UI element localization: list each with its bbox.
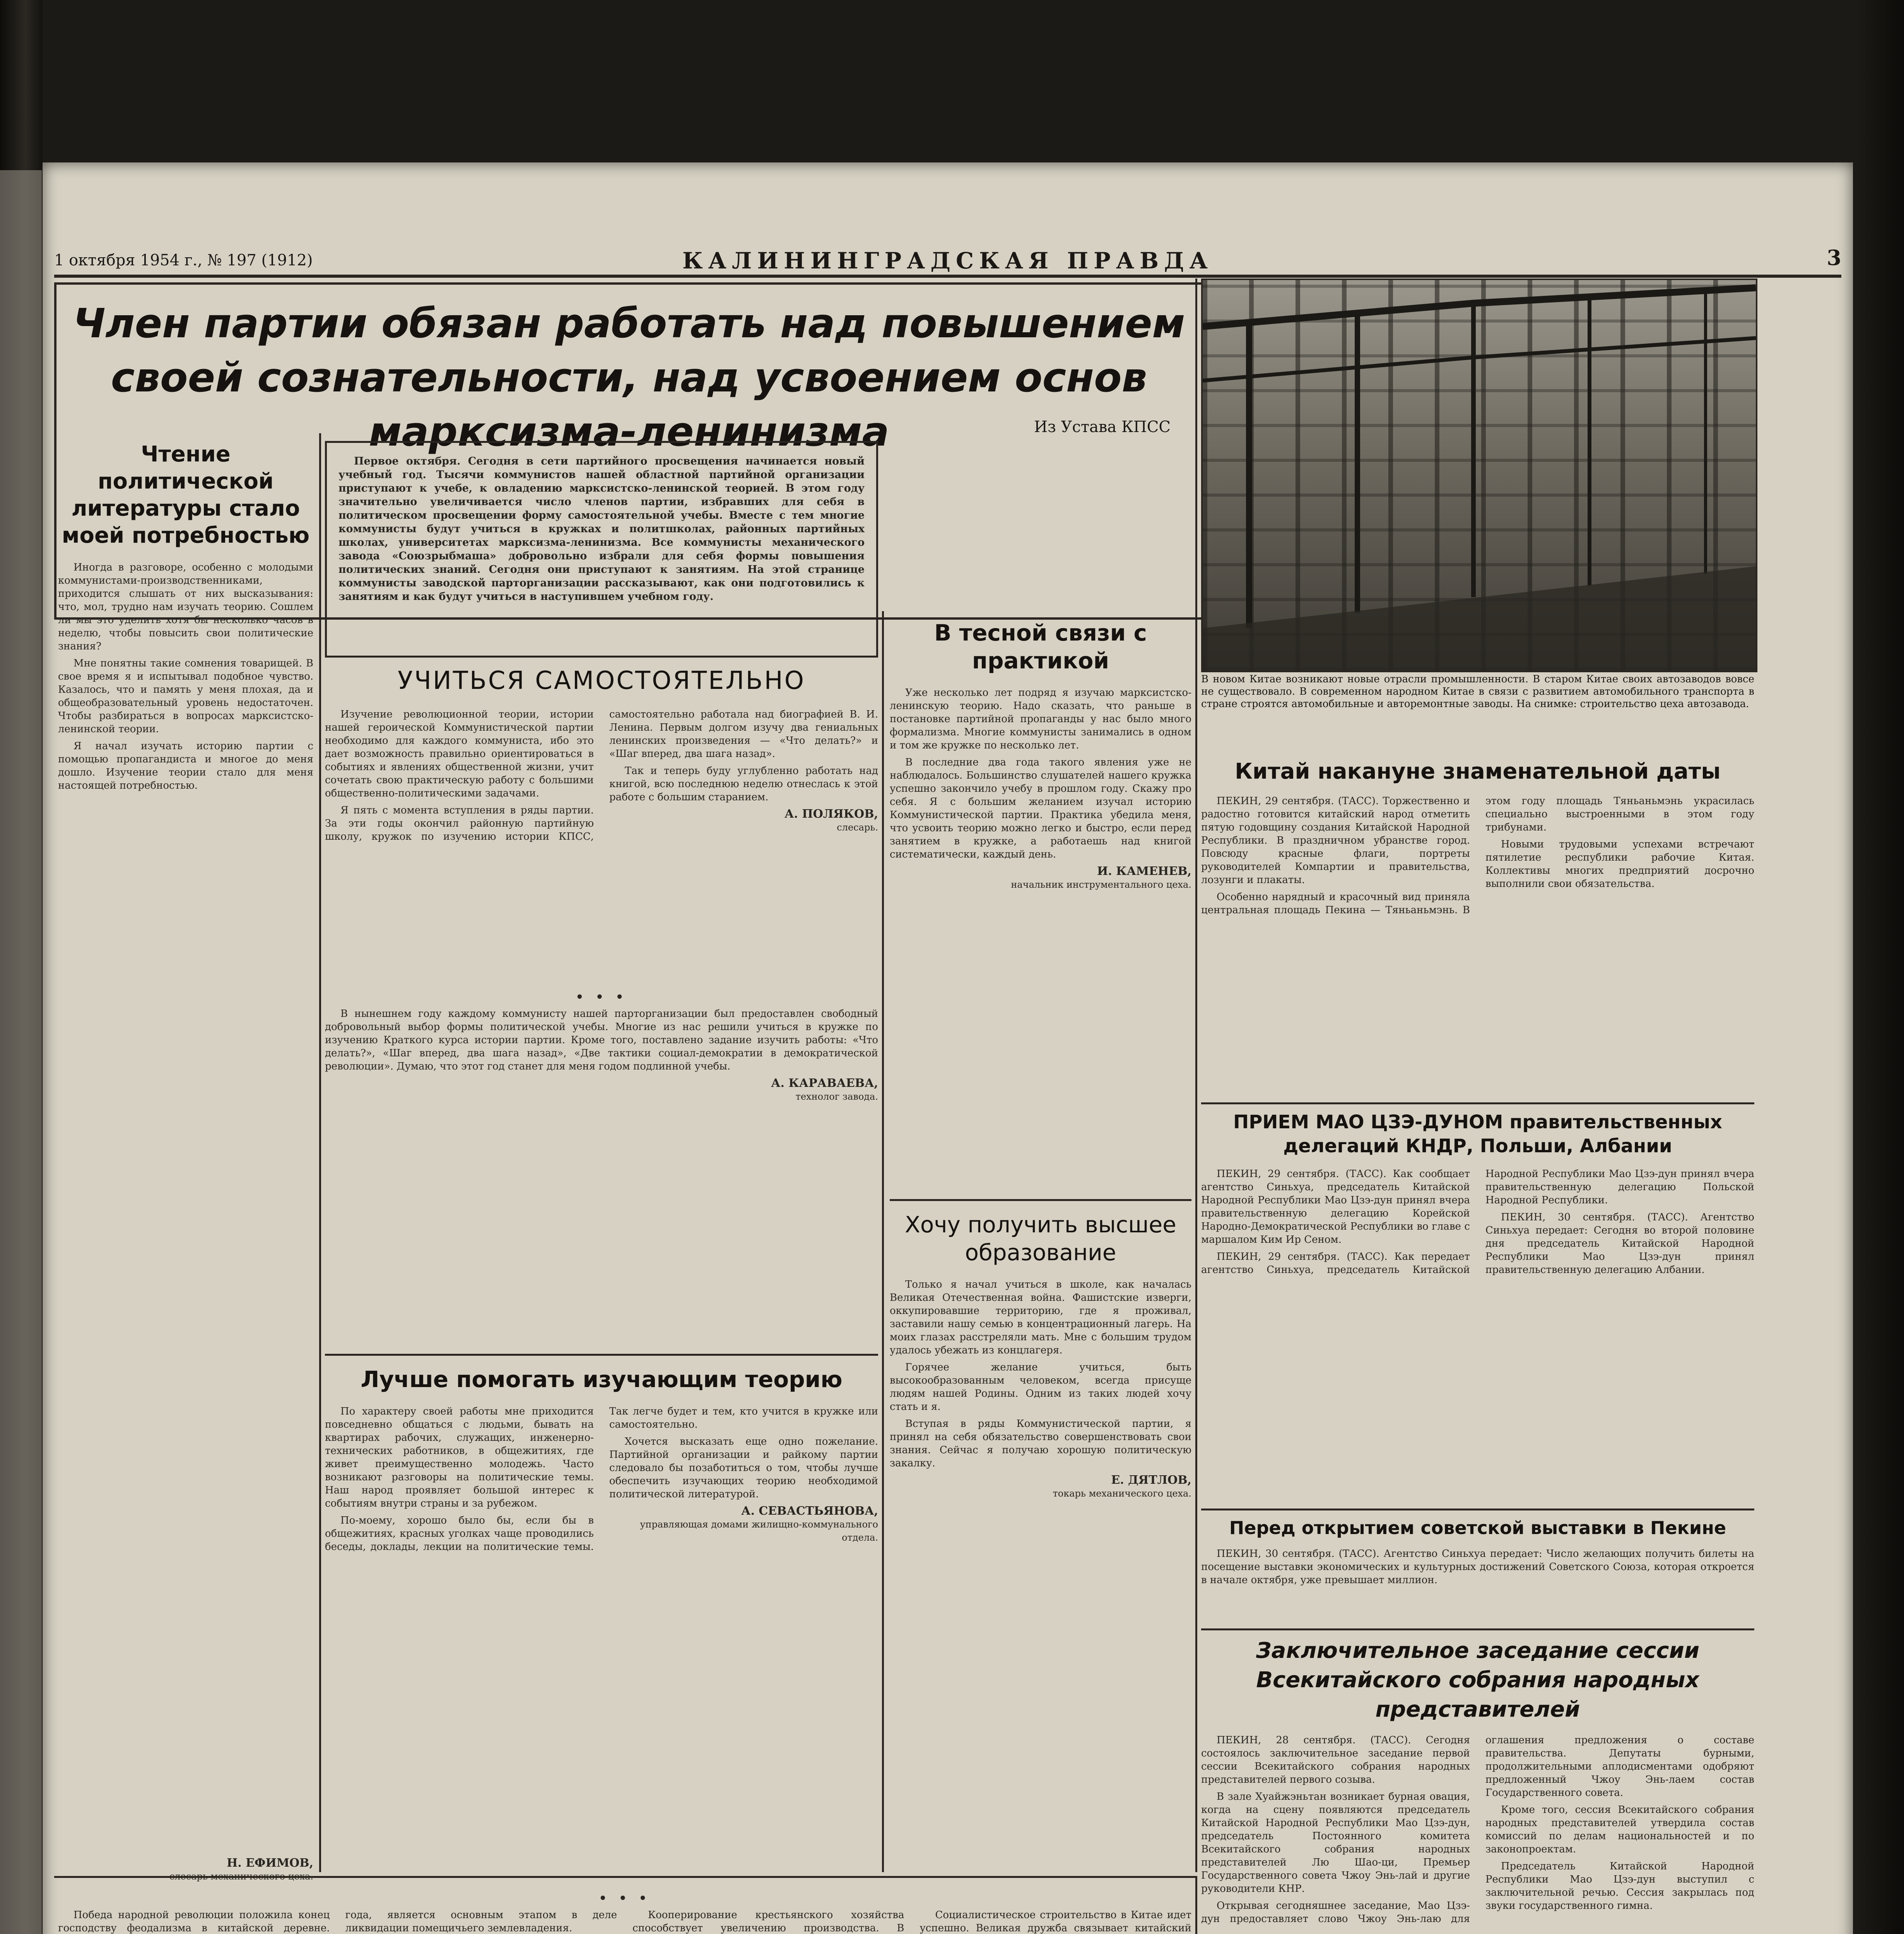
article-reading: [58, 441, 313, 796]
separator-stars: • • •: [576, 989, 627, 1004]
article-mao-reception: [1201, 1110, 1754, 1488]
slogan-source: Из Устава КПСС: [1034, 418, 1171, 436]
column-rule: [882, 611, 884, 1872]
article-reading-signature: Н. ЕФИМОВ,: [226, 1856, 313, 1870]
article-practice-role: начальник инструментального цеха.: [1011, 879, 1191, 890]
article-practice-para: Уже несколько лет подряд я изучаю марксистско-ленинскую теорию. Надо сказать, что раньше в постановке партийной пропаганды у нас было много формализма. Многие коммунисты занимались в одном и том же кружке по несколько лет.: [890, 687, 1191, 751]
article-education-role: токарь механического цеха.: [1053, 1488, 1191, 1499]
section-rule: [1201, 1509, 1754, 1510]
newspaper-page: [43, 162, 1853, 1934]
article-reading-para: Мне понятны такие сомнения товарищей. В свое время я и испытывал подобное чувство. Казалось, что и память у меня плохая, да и общеобразовательный уровень недостаточен. Чтобы разбираться в вопросах марксистско-ленинской теории.: [58, 658, 313, 735]
article-self-para: Так и теперь буду углубленно работать над книгой, всю последнюю неделю отнеслась к этой работе с большим старанием.: [609, 765, 878, 803]
page-number: 3: [1827, 245, 1841, 270]
article-self-para: Я пять с момента вступления в ряды партии. За эти годы окончил районную партийную школу, кружок по изучению истории КПСС, самостоятельно работала над биографией В. И. Ленина. Первым долгом изучу два гениальных ленинских произведения — «Что делать?» и «Шаг вперед, два шага назад».: [325, 709, 878, 842]
article-exhibition-headline: Перед открытием советской выставки в Пекине: [1229, 1517, 1726, 1538]
article-self-role: слесарь.: [837, 822, 878, 833]
article-mao-para: ПЕКИН, 30 сентября. (ТАСС). Агентство Синьхуа передает: Сегодня во второй половине дня председатель Китайской Народной Республики Мао Цзэ-дун принял правительственную делегацию Албании.: [1485, 1211, 1754, 1276]
article-mao-headline: ПРИЕМ МАО ЦЗЭ-ДУНОМ правительственных делегаций КНДР, Польши, Албании: [1233, 1111, 1722, 1157]
article-self-role-2: технолог завода.: [795, 1091, 878, 1102]
section-rule: [54, 1876, 1195, 1878]
column-rule: [1195, 1876, 1197, 1934]
article-education-signature: Е. ДЯТЛОВ,: [1111, 1473, 1191, 1487]
steel-frame-graphic: [1203, 280, 1756, 671]
section-rule: [1201, 1102, 1754, 1104]
article-help-para: Хочется высказать еще одно пожелание. Партийной организации и райкому партии следовало бы позаботиться о том, чтобы лучше обеспечить изучающих теорию необходимой политической литературой.: [609, 1436, 878, 1500]
article-education-para: Горячее желание учиться, быть высокообразованным человеком, всегда присуще людям нашей Родины. Одним из таких людей хочу стать и я.: [890, 1362, 1191, 1413]
article-reading-para: Иногда в разговоре, особенно с молодыми коммунистами-производственниками, приходится слышать от них высказывания: что, мол, трудно нам изучать теорию. Сошлем ли мы это уделить хотя бы несколько часов в неделю, чтобы повысить свои политические знания?: [58, 562, 313, 652]
article-education: [890, 1211, 1191, 1500]
article-self-headline: УЧИТЬСЯ САМОСТОЯТЕЛЬНО: [398, 666, 805, 695]
article-session-para: В зале Хуайжэньтан возникает бурная овация, когда на сцену появляются председатель Китайской Народной Республики Мао Цзэ-дун, председатель Постоянного комитета Всекитайского собрания народных представителей Лю Шао-ци, Премьер Государственного совета Чжоу Энь-лай и другие руководители КНР.: [1201, 1791, 1470, 1895]
previous-page-edge: [0, 170, 42, 1934]
article-mao-para: ПЕКИН, 29 сентября. (ТАСС). Как передает агентство Синьхуа, председатель Китайской Народной Республики Мао Цзэ-дун принял вчера правительственную делегацию Польской Народной Республики.: [1201, 1168, 1754, 1276]
editorial-box: [325, 441, 878, 658]
article-china-eve: [1201, 758, 1754, 1096]
section-rule: [890, 1199, 1191, 1201]
newspaper-title: КАЛИНИНГРАДСКАЯ ПРАВДА: [682, 248, 1213, 274]
article-self-para: Изучение революционной теории, истории нашей героической Коммунистической партии необходимо для каждого коммуниста, ибо это дает возможность правильно ориентироваться в событиях и явлениях общественной жизни, учит сочетать свою практическую работу с большими общественно-политическими задачами.: [325, 709, 594, 799]
article-practice: [890, 619, 1191, 891]
article-education-para: Только я начал учиться в школе, как началась Великая Отечественная война. Фашистские изверги, оккупировавшие территорию, где я проживал, заставили нашу семью в концентрационный лагерь. На моих глазах расстреляли мать. Мне с большим трудом удалось убежать из концлагеря.: [890, 1279, 1191, 1356]
article-bottom-para: Социалистическое строительство в Китае идет успешно. Великая дружба связывает китайский: [920, 1909, 1191, 1934]
article-china-eve-headline: Китай накануне знаменательной даты: [1235, 759, 1721, 784]
photo-caption: В новом Китае возникают новые отрасли промышленности. В старом Китае своих автозаводов вовсе не существовало. В современном народном Китае в связи с развитием автомобильного транспорта в стране строятся автомобильные и авторемонтные заводы. На снимке: строительство цеха автозавода.: [1201, 673, 1754, 710]
section-rule: [1201, 1628, 1754, 1630]
article-session-para: Председатель Китайской Народной Республики Мао Цзэ-дун выступил с заключительной речью. Сессия закрылась под звуки государственного гимна.: [1485, 1861, 1754, 1912]
article-practice-signature: И. КАМЕНЕВ,: [1097, 864, 1191, 878]
article-china-eve-para: Новыми трудовыми успехами встречают пятилетие республики рабочие Китая. Коллективы многих предприятий досрочно выполнили свои обязательства.: [1485, 839, 1754, 890]
masthead: [54, 240, 1841, 278]
article-mao-para: ПЕКИН, 29 сентября. (ТАСС). Как сообщает агентство Синьхуа, председатель Китайской Народной Республики Мао Цзэ-дун принял вчера правительственную делегацию Корейской Народно-Демократической Республики во главе с маршалом Ким Ир Сеном.: [1201, 1168, 1470, 1245]
article-exhibition: [1201, 1516, 1754, 1591]
article-self-signature-2: А. КАРАВАЕВА,: [771, 1076, 878, 1090]
article-help-headline: Лучше помогать изучающим теорию: [361, 1366, 843, 1392]
book-binding-right: [1853, 0, 1904, 1934]
slogan-text: Член партии обязан работать над повышением своей сознательности, над усвоением основ марксизма-ленинизма: [73, 300, 1185, 455]
article-session: [1201, 1636, 1754, 1934]
article-china-eve-para: ПЕКИН, 29 сентября. (ТАСС). Торжественно и радостно готовится китайский народ отметить пятую годовщину создания Китайской Народной Республики. В праздничном убранстве город. Повсюду красные флаги, портреты руководителей Компартии и правительства, лозунги и плакаты.: [1201, 795, 1470, 886]
article-education-headline: Хочу получить высшее образование: [905, 1211, 1176, 1266]
article-exhibition-text: ПЕКИН, 30 сентября. (ТАСС). Агентство Синьхуа передает: Число желающих получить билеты на посещение выставки экономических и культурных достижений Советского Союза, которая откроется в начале октября, уже превышает миллион.: [1201, 1548, 1754, 1586]
article-reading-headline: Чтение политической литературы стало моей потребностью: [62, 442, 310, 548]
separator-stars: • • •: [599, 1891, 651, 1905]
issue-date: 1 октября 1954 г., № 197 (1912): [54, 251, 313, 269]
article-self-signature: А. ПОЛЯКОВ,: [785, 807, 878, 821]
article-session-para: Кроме того, сессия Всекитайского собрания народных представителей утвердила состав комиссий по делам национальностей и по законопроектам.: [1485, 1804, 1754, 1855]
factory-construction-photo: [1201, 278, 1757, 672]
article-reading-signature-block: [58, 1853, 313, 1883]
column-rule: [319, 433, 321, 1872]
editorial-text: Первое октября. Сегодня в сети партийного просвещения начинается новый учебный год. Тысячи коммунистов нашей областной партийной организации приступают к учебе, к овладению марксистско-ленинской теорией. В этом году значительно увеличивается число членов партии, избравших для себя в политическом просвещении форму самостоятельной учебы. Вместе с тем многие коммунисты будут учиться в кружках и политшколах, районных партийных школах, университетах марксизма-ленинизма. Все коммунисты механического завода «Союзрыбмаша» добровольно избрали для себя формы повышения политических знаний. Сегодня они приступают к занятиям. На этой странице коммунисты заводской парторганизации рассказывают, как они подготовились к занятиям и как будут учиться в наступившем учебном году.: [338, 455, 865, 603]
article-session-headline: Заключительное заседание сессии Всекитайского собрания народных представителей: [1256, 1638, 1700, 1722]
article-self-para-2: В нынешнем году каждому коммунисту нашей парторганизации был предоставлен свободный добровольный выбор формы политической учебы. Многие из нас решили учиться в кружке по изучению Краткого курса истории партии. Кроме того, поставлено задание изучить работы: «Что делать?», «Шаг вперед, два шага назад», «Две тактики социал-демократии в демократической революции». Думаю, что этот год станет для меня годом подлинной учебы.: [325, 1008, 878, 1072]
article-help-para: По характеру своей работы мне приходится повседневно общаться с людьми, бывать на квартирах рабочих, служащих, инженерно-технических работников, в общежитиях, где живет преимущественно молодежь. Часто возникают разговоры на политические темы. Наш народ проявляет большой интерес к событиям внутри страны и за рубежом.: [325, 1406, 594, 1509]
section-rule: [325, 1354, 878, 1356]
article-session-para: ПЕКИН, 28 сентября. (ТАСС). Сегодня состоялось заключительное заседание первой сессии Всекитайского собрания народных представителей первого созыва.: [1201, 1734, 1470, 1785]
article-self-study: [325, 665, 878, 1103]
article-help-signature: А. СЕВАСТЬЯНОВА,: [741, 1504, 878, 1518]
article-help: [325, 1365, 878, 1900]
article-bottom-para: Кооперирование крестьянского хозяйства способствует увеличению производства. В: [632, 1909, 904, 1934]
article-help-para: По-моему, хорошо было бы, если бы в общежитиях, красных уголках чаще проводились беседы, доклады, лекции на политические темы. Так легче будет и тем, кто учится в кружке или самостоятельно.: [325, 1406, 878, 1553]
article-bottom-para: Победа народной революции положила конец господству феодализма в китайской деревне. года, является основным этапом в деле ликвидации помещичьего землевладения.: [58, 1909, 617, 1934]
article-help-role: управляющая домами жилищно-коммунального отдела.: [640, 1519, 878, 1543]
article-bottom: [58, 1888, 1191, 1934]
article-reading-para: Я начал изучать историю партии с помощью пропагандиста и многое до меня дошло. Изучение теории стало для меня настоящей потребностью.: [58, 740, 313, 791]
column-rule: [1195, 278, 1197, 1872]
article-china-eve-para: Особенно нарядный и красочный вид приняла центральная площадь Пекина — Тяньаньмэнь. В этом году площадь Тяньаньмэнь украсилась специально выстроенными в этом году трибунами.: [1201, 795, 1754, 916]
article-practice-para: В последние два года такого явления уже не наблюдалось. Большинство слушателей нашего кружка успешно закончило учебу в прошлом году. Скажу про себя. Я с большим желанием изучал историю Коммунистической партии. Практика убедила меня, что усвоить теорию можно легко и быстро, если перед занятием в кружке, а работаешь над книгой систематически, каждый день.: [890, 757, 1191, 860]
article-session-para: Открывая сегодняшнее заседание, Мао Цзэ-дун предоставляет слово Чжоу Энь-лаю для оглашения предложения о составе правительства. Депутаты бурными, продолжительными аплодисментами одобряют предложенный Чжоу Энь-лаем состав Государственного совета.: [1201, 1734, 1754, 1925]
article-education-para: Вступая в ряды Коммунистической партии, я принял на себя обязательство совершенствовать свои знания. Сейчас я получаю хорошую политическую закалку.: [890, 1418, 1191, 1469]
article-practice-headline: В тесной связи с практикой: [934, 620, 1147, 674]
